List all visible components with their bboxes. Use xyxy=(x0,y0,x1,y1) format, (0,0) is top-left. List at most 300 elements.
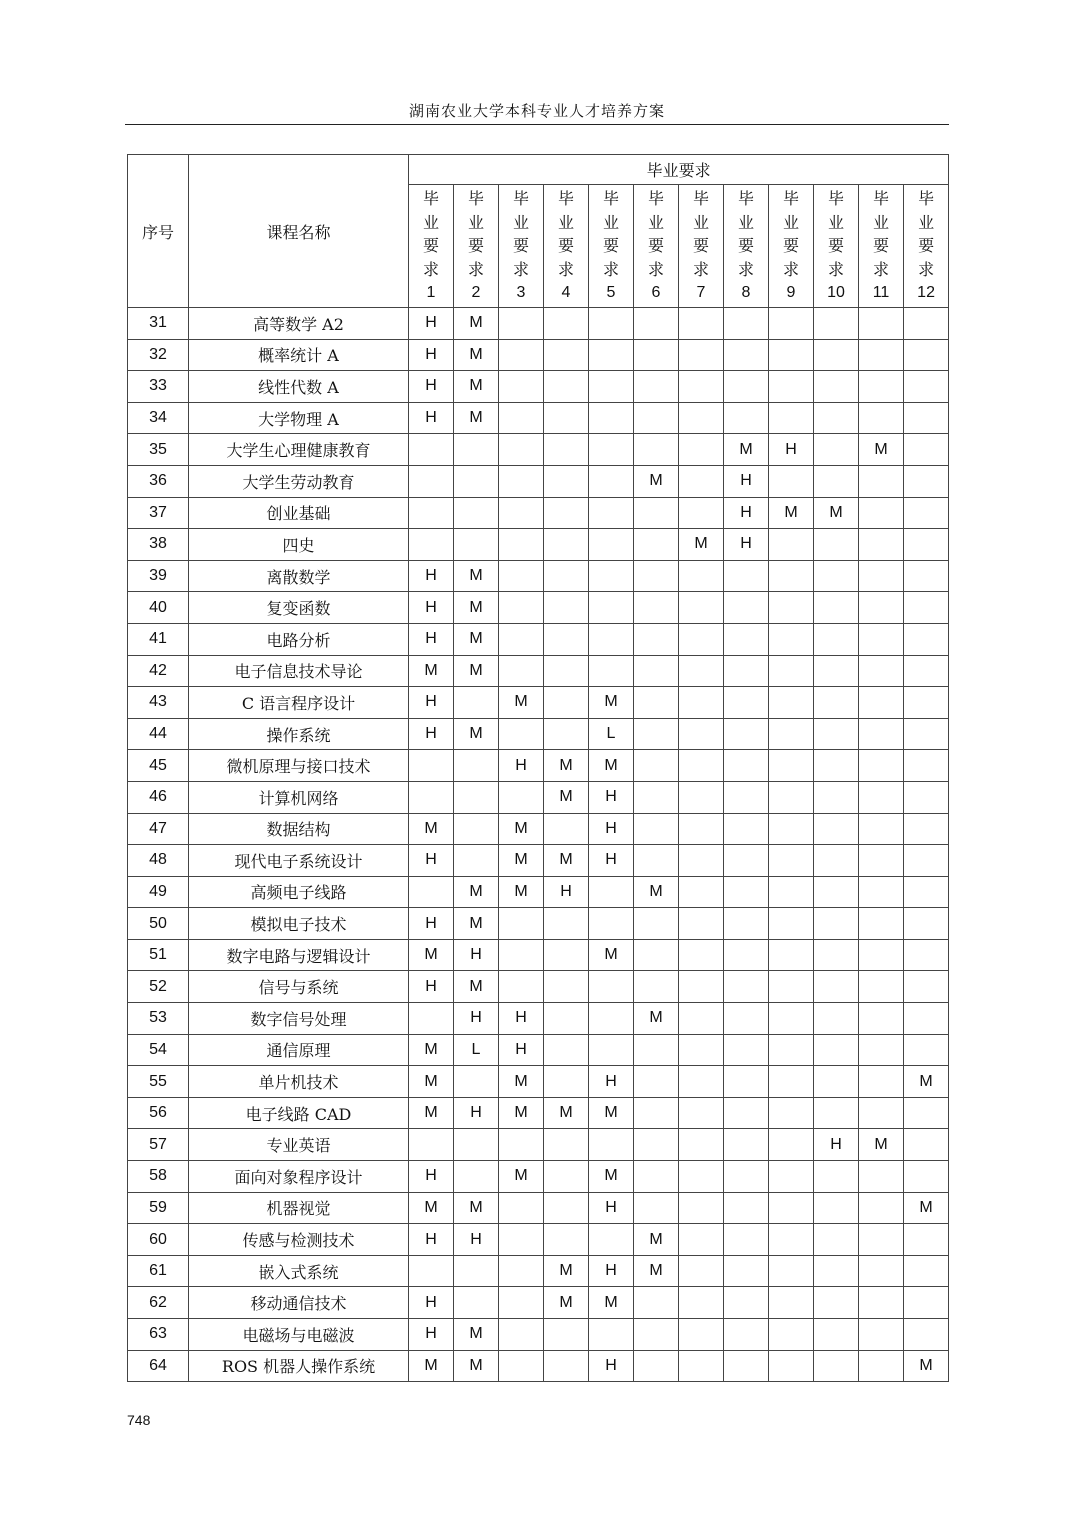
requirement-level-cell xyxy=(904,1034,949,1066)
requirement-level-cell xyxy=(859,497,904,529)
requirement-level-cell xyxy=(679,560,724,592)
table-row xyxy=(128,339,949,371)
table-body xyxy=(128,308,949,1382)
course-name: 高等数学 A2 xyxy=(189,308,409,340)
requirement-label-char: 要 xyxy=(692,236,709,256)
requirement-level-cell xyxy=(634,434,679,466)
requirement-level-cell xyxy=(454,750,499,782)
row-number: 55 xyxy=(128,1066,189,1098)
requirement-level-cell xyxy=(904,971,949,1003)
requirement-label-char: 求 xyxy=(737,259,754,279)
requirement-label-char: 求 xyxy=(512,259,529,279)
requirement-level-cell xyxy=(589,1129,634,1161)
table-row xyxy=(128,908,949,940)
row-number: 38 xyxy=(128,529,189,561)
requirement-level-cell xyxy=(499,939,544,971)
course-name: 电子信息技术导论 xyxy=(189,655,409,687)
course-name: 概率统计 A xyxy=(189,339,409,371)
requirement-level-cell: M xyxy=(409,1066,454,1098)
course-name: 通信原理 xyxy=(189,1034,409,1066)
course-name: 复变函数 xyxy=(189,592,409,624)
requirement-level-cell xyxy=(724,623,769,655)
requirement-label-char: 毕 xyxy=(872,189,889,209)
row-number: 43 xyxy=(128,687,189,719)
requirement-level-cell: M xyxy=(454,623,499,655)
requirement-level-cell xyxy=(814,434,859,466)
requirement-level-cell xyxy=(499,465,544,497)
row-number: 64 xyxy=(128,1350,189,1382)
table-row xyxy=(128,497,949,529)
requirement-level-cell: M xyxy=(589,687,634,719)
requirement-level-cell: H xyxy=(409,623,454,655)
requirement-level-cell: M xyxy=(544,1287,589,1319)
requirement-level-cell xyxy=(724,560,769,592)
requirement-level-cell: M xyxy=(454,655,499,687)
requirement-level-cell xyxy=(904,1129,949,1161)
requirement-level-cell xyxy=(499,529,544,561)
requirement-level-cell: H xyxy=(589,813,634,845)
requirement-label-char: 毕 xyxy=(557,189,574,209)
requirement-level-cell xyxy=(634,845,679,877)
requirement-level-cell: H xyxy=(454,1003,499,1035)
requirement-level-cell xyxy=(904,908,949,940)
requirement-level-cell xyxy=(724,1066,769,1098)
requirement-level-cell xyxy=(499,1129,544,1161)
col-header-requirement-12 xyxy=(904,185,949,308)
requirement-level-cell xyxy=(904,939,949,971)
requirement-level-cell xyxy=(544,1066,589,1098)
requirement-level-cell xyxy=(859,750,904,782)
requirement-level-cell xyxy=(904,845,949,877)
requirement-level-cell: H xyxy=(589,1255,634,1287)
requirement-level-cell xyxy=(859,1224,904,1256)
requirement-level-cell xyxy=(814,655,859,687)
requirement-label-char: 要 xyxy=(602,236,619,256)
requirement-level-cell: H xyxy=(409,687,454,719)
requirement-level-cell xyxy=(904,623,949,655)
row-number: 60 xyxy=(128,1224,189,1256)
requirement-level-cell xyxy=(634,813,679,845)
requirement-level-cell xyxy=(544,1161,589,1193)
requirement-level-cell xyxy=(679,308,724,340)
requirement-level-cell xyxy=(589,971,634,1003)
requirement-level-cell: M xyxy=(589,1287,634,1319)
course-name: 移动通信技术 xyxy=(189,1287,409,1319)
requirement-level-cell xyxy=(679,1066,724,1098)
requirement-level-cell xyxy=(634,623,679,655)
requirement-level-cell: M xyxy=(454,876,499,908)
requirement-level-cell xyxy=(859,339,904,371)
requirement-level-cell: H xyxy=(409,1287,454,1319)
requirement-level-cell: H xyxy=(499,1003,544,1035)
requirement-level-cell xyxy=(544,371,589,403)
requirement-number: 7 xyxy=(696,284,706,302)
requirement-level-cell: H xyxy=(589,1192,634,1224)
requirement-level-cell xyxy=(814,971,859,1003)
requirement-level-cell: H xyxy=(409,1161,454,1193)
requirement-level-cell: M xyxy=(859,434,904,466)
requirement-level-cell xyxy=(904,687,949,719)
requirement-level-cell xyxy=(634,908,679,940)
table-row xyxy=(128,1003,949,1035)
requirement-level-cell xyxy=(859,465,904,497)
requirement-level-cell xyxy=(544,1129,589,1161)
row-number: 59 xyxy=(128,1192,189,1224)
requirement-level-cell: M xyxy=(499,813,544,845)
requirement-level-cell xyxy=(634,1192,679,1224)
requirement-level-cell xyxy=(499,592,544,624)
table-row xyxy=(128,750,949,782)
requirement-level-cell xyxy=(499,402,544,434)
requirement-level-cell: M xyxy=(769,497,814,529)
requirement-level-cell: M xyxy=(544,750,589,782)
requirement-level-cell xyxy=(679,718,724,750)
requirement-level-cell: M xyxy=(544,1097,589,1129)
requirement-level-cell xyxy=(544,592,589,624)
requirement-label-char: 毕 xyxy=(827,189,844,209)
requirement-level-cell xyxy=(769,1224,814,1256)
requirement-level-cell xyxy=(544,971,589,1003)
requirement-level-cell: H xyxy=(499,1034,544,1066)
requirement-label-char: 毕 xyxy=(602,189,619,209)
row-number: 33 xyxy=(128,371,189,403)
requirement-level-cell: M xyxy=(589,1097,634,1129)
requirement-level-cell: M xyxy=(679,529,724,561)
requirement-level-cell: M xyxy=(409,939,454,971)
requirement-level-cell xyxy=(589,434,634,466)
requirement-level-cell xyxy=(679,1034,724,1066)
requirement-level-cell xyxy=(724,1319,769,1351)
requirement-level-cell xyxy=(814,781,859,813)
requirement-level-cell xyxy=(634,1350,679,1382)
col-header-course-name: 课程名称 xyxy=(189,155,409,308)
requirement-level-cell xyxy=(769,465,814,497)
requirement-level-cell xyxy=(859,813,904,845)
table-row xyxy=(128,434,949,466)
requirement-level-cell xyxy=(724,971,769,1003)
requirement-level-cell xyxy=(499,434,544,466)
course-name: 线性代数 A xyxy=(189,371,409,403)
requirement-level-cell xyxy=(904,1255,949,1287)
requirement-label-char: 求 xyxy=(602,259,619,279)
requirement-level-cell xyxy=(634,1097,679,1129)
course-name: ROS 机器人操作系统 xyxy=(189,1350,409,1382)
course-name: 创业基础 xyxy=(189,497,409,529)
row-number: 56 xyxy=(128,1097,189,1129)
requirement-level-cell: H xyxy=(589,1066,634,1098)
requirement-level-cell xyxy=(409,1003,454,1035)
requirement-label-char: 业 xyxy=(557,212,574,232)
requirement-level-cell xyxy=(724,402,769,434)
course-name: 四史 xyxy=(189,529,409,561)
requirement-level-cell: M xyxy=(454,1350,499,1382)
requirement-level-cell: M xyxy=(589,939,634,971)
requirement-level-cell xyxy=(724,813,769,845)
requirement-level-cell xyxy=(454,813,499,845)
requirement-level-cell xyxy=(814,718,859,750)
requirement-level-cell xyxy=(769,623,814,655)
requirement-level-cell xyxy=(634,560,679,592)
requirement-level-cell: M xyxy=(634,1003,679,1035)
requirement-level-cell: H xyxy=(724,497,769,529)
requirement-level-cell: M xyxy=(454,592,499,624)
requirement-level-cell xyxy=(859,1034,904,1066)
requirement-level-cell xyxy=(859,718,904,750)
requirement-level-cell xyxy=(679,876,724,908)
course-name: 微机原理与接口技术 xyxy=(189,750,409,782)
requirement-label-char: 业 xyxy=(692,212,709,232)
requirement-level-cell: M xyxy=(409,1097,454,1129)
table-row xyxy=(128,1255,949,1287)
page-number: 748 xyxy=(127,1412,151,1428)
table-row xyxy=(128,529,949,561)
requirement-level-cell: M xyxy=(544,781,589,813)
requirement-level-cell xyxy=(769,1161,814,1193)
course-name: 面向对象程序设计 xyxy=(189,1161,409,1193)
course-name: 嵌入式系统 xyxy=(189,1255,409,1287)
requirement-level-cell xyxy=(724,1224,769,1256)
course-name: 单片机技术 xyxy=(189,1066,409,1098)
course-name: 专业英语 xyxy=(189,1129,409,1161)
requirement-number: 10 xyxy=(827,284,845,302)
requirement-level-cell xyxy=(679,1350,724,1382)
requirement-level-cell xyxy=(769,939,814,971)
requirement-level-cell xyxy=(454,1066,499,1098)
requirement-level-cell xyxy=(814,1161,859,1193)
requirement-level-cell xyxy=(814,1192,859,1224)
requirement-level-cell xyxy=(409,434,454,466)
requirement-level-cell xyxy=(679,497,724,529)
requirement-level-cell xyxy=(769,1003,814,1035)
table-row xyxy=(128,1287,949,1319)
requirement-level-cell xyxy=(814,339,859,371)
requirement-label-char: 毕 xyxy=(422,189,439,209)
requirement-level-cell: H xyxy=(589,781,634,813)
requirement-number: 12 xyxy=(917,284,935,302)
requirement-level-cell xyxy=(634,781,679,813)
requirement-level-cell xyxy=(499,1224,544,1256)
col-header-requirement-8 xyxy=(724,185,769,308)
requirement-level-cell xyxy=(724,1192,769,1224)
table-row xyxy=(128,1350,949,1382)
requirement-level-cell: M xyxy=(409,655,454,687)
requirement-level-cell xyxy=(544,339,589,371)
table-row xyxy=(128,813,949,845)
requirement-level-cell xyxy=(589,529,634,561)
requirement-level-cell xyxy=(859,845,904,877)
requirement-level-cell xyxy=(724,845,769,877)
row-number: 34 xyxy=(128,402,189,434)
graduation-requirements-table xyxy=(127,154,949,1382)
requirement-level-cell xyxy=(904,813,949,845)
requirement-level-cell xyxy=(724,1350,769,1382)
requirement-level-cell xyxy=(859,1003,904,1035)
requirement-level-cell xyxy=(544,718,589,750)
requirement-label-char: 求 xyxy=(827,259,844,279)
requirement-level-cell xyxy=(679,750,724,782)
requirement-level-cell xyxy=(409,1255,454,1287)
requirement-level-cell xyxy=(859,908,904,940)
requirement-level-cell xyxy=(724,908,769,940)
requirement-level-cell xyxy=(724,339,769,371)
requirement-level-cell xyxy=(679,592,724,624)
requirement-label-char: 要 xyxy=(782,236,799,256)
row-number: 49 xyxy=(128,876,189,908)
requirement-level-cell xyxy=(589,402,634,434)
table-row xyxy=(128,971,949,1003)
requirement-level-cell: M xyxy=(499,1161,544,1193)
requirement-level-cell xyxy=(724,939,769,971)
requirement-level-cell xyxy=(454,1161,499,1193)
requirement-level-cell xyxy=(814,1255,859,1287)
requirement-level-cell xyxy=(814,1003,859,1035)
requirement-level-cell xyxy=(679,687,724,719)
requirement-level-cell xyxy=(814,1097,859,1129)
table-row xyxy=(128,1034,949,1066)
requirement-level-cell xyxy=(814,750,859,782)
requirement-level-cell xyxy=(769,750,814,782)
course-name: 电磁场与电磁波 xyxy=(189,1319,409,1351)
row-number: 42 xyxy=(128,655,189,687)
requirement-number: 3 xyxy=(516,284,526,302)
requirement-level-cell xyxy=(499,718,544,750)
course-name: 大学生劳动教育 xyxy=(189,465,409,497)
requirement-level-cell xyxy=(409,750,454,782)
col-header-requirement-10 xyxy=(814,185,859,308)
row-number: 39 xyxy=(128,560,189,592)
requirement-level-cell xyxy=(634,1129,679,1161)
requirement-level-cell xyxy=(859,1161,904,1193)
requirement-level-cell xyxy=(634,939,679,971)
row-number: 45 xyxy=(128,750,189,782)
requirement-level-cell: H xyxy=(409,339,454,371)
requirement-label-char: 要 xyxy=(467,236,484,256)
requirement-level-cell xyxy=(544,623,589,655)
requirement-level-cell: H xyxy=(454,1224,499,1256)
requirement-level-cell xyxy=(724,308,769,340)
requirement-level-cell xyxy=(454,497,499,529)
requirement-level-cell xyxy=(409,1129,454,1161)
requirement-label-char: 毕 xyxy=(692,189,709,209)
requirement-level-cell: M xyxy=(409,1192,454,1224)
requirement-level-cell xyxy=(814,1319,859,1351)
requirement-level-cell xyxy=(544,402,589,434)
requirement-level-cell xyxy=(634,592,679,624)
requirement-level-cell xyxy=(859,971,904,1003)
requirement-level-cell xyxy=(769,339,814,371)
table-row xyxy=(128,465,949,497)
requirement-level-cell xyxy=(589,1319,634,1351)
requirement-level-cell: M xyxy=(724,434,769,466)
requirement-level-cell xyxy=(589,592,634,624)
requirement-level-cell xyxy=(544,560,589,592)
course-name: 电路分析 xyxy=(189,623,409,655)
requirement-label-char: 业 xyxy=(647,212,664,232)
table-row xyxy=(128,1129,949,1161)
requirement-level-cell xyxy=(544,434,589,466)
requirement-level-cell xyxy=(859,1192,904,1224)
requirement-level-cell xyxy=(724,750,769,782)
requirement-level-cell: M xyxy=(589,750,634,782)
requirement-level-cell xyxy=(544,813,589,845)
requirement-level-cell: H xyxy=(409,718,454,750)
requirement-level-cell xyxy=(454,529,499,561)
row-number: 32 xyxy=(128,339,189,371)
requirement-number: 6 xyxy=(651,284,661,302)
requirement-level-cell: M xyxy=(589,1161,634,1193)
requirement-level-cell xyxy=(634,750,679,782)
course-name: 信号与系统 xyxy=(189,971,409,1003)
requirement-level-cell xyxy=(499,655,544,687)
requirement-label-char: 业 xyxy=(737,212,754,232)
requirement-level-cell xyxy=(769,971,814,1003)
requirement-level-cell: M xyxy=(634,465,679,497)
requirement-level-cell xyxy=(589,308,634,340)
requirement-level-cell xyxy=(499,623,544,655)
col-header-requirement-4 xyxy=(544,185,589,308)
requirement-level-cell xyxy=(814,592,859,624)
table-row xyxy=(128,308,949,340)
requirement-level-cell xyxy=(724,592,769,624)
requirement-level-cell: M xyxy=(544,845,589,877)
table-row xyxy=(128,371,949,403)
requirement-level-cell: M xyxy=(499,876,544,908)
requirement-level-cell xyxy=(859,781,904,813)
requirement-label-char: 求 xyxy=(782,259,799,279)
requirement-level-cell xyxy=(544,908,589,940)
table-row xyxy=(128,1192,949,1224)
requirement-level-cell xyxy=(724,1287,769,1319)
requirement-level-cell xyxy=(544,497,589,529)
requirement-level-cell xyxy=(589,497,634,529)
requirement-level-cell xyxy=(859,1097,904,1129)
requirement-number: 5 xyxy=(606,284,616,302)
requirement-level-cell xyxy=(589,908,634,940)
course-name: 数字信号处理 xyxy=(189,1003,409,1035)
requirement-level-cell xyxy=(589,655,634,687)
requirement-level-cell xyxy=(634,371,679,403)
requirement-level-cell xyxy=(544,1003,589,1035)
requirement-level-cell xyxy=(589,1034,634,1066)
requirement-level-cell xyxy=(859,1287,904,1319)
requirement-level-cell xyxy=(814,529,859,561)
row-number: 46 xyxy=(128,781,189,813)
requirement-level-cell: M xyxy=(499,1066,544,1098)
requirement-level-cell xyxy=(589,339,634,371)
requirement-level-cell xyxy=(859,308,904,340)
requirement-level-cell: H xyxy=(454,939,499,971)
col-header-requirement-5 xyxy=(589,185,634,308)
requirement-level-cell xyxy=(679,939,724,971)
requirement-level-cell: H xyxy=(409,1224,454,1256)
requirement-level-cell xyxy=(409,781,454,813)
requirement-level-cell xyxy=(769,1255,814,1287)
requirement-level-cell xyxy=(589,1003,634,1035)
requirement-level-cell xyxy=(769,655,814,687)
requirement-number: 1 xyxy=(426,284,436,302)
requirement-level-cell xyxy=(589,371,634,403)
requirement-level-cell xyxy=(814,1350,859,1382)
requirement-level-cell xyxy=(724,1003,769,1035)
requirement-level-cell: H xyxy=(814,1129,859,1161)
requirement-level-cell: L xyxy=(454,1034,499,1066)
requirement-label-char: 要 xyxy=(737,236,754,256)
requirement-label-char: 业 xyxy=(602,212,619,232)
requirement-level-cell xyxy=(544,687,589,719)
requirement-level-cell xyxy=(814,560,859,592)
row-number: 50 xyxy=(128,908,189,940)
table-row xyxy=(128,781,949,813)
